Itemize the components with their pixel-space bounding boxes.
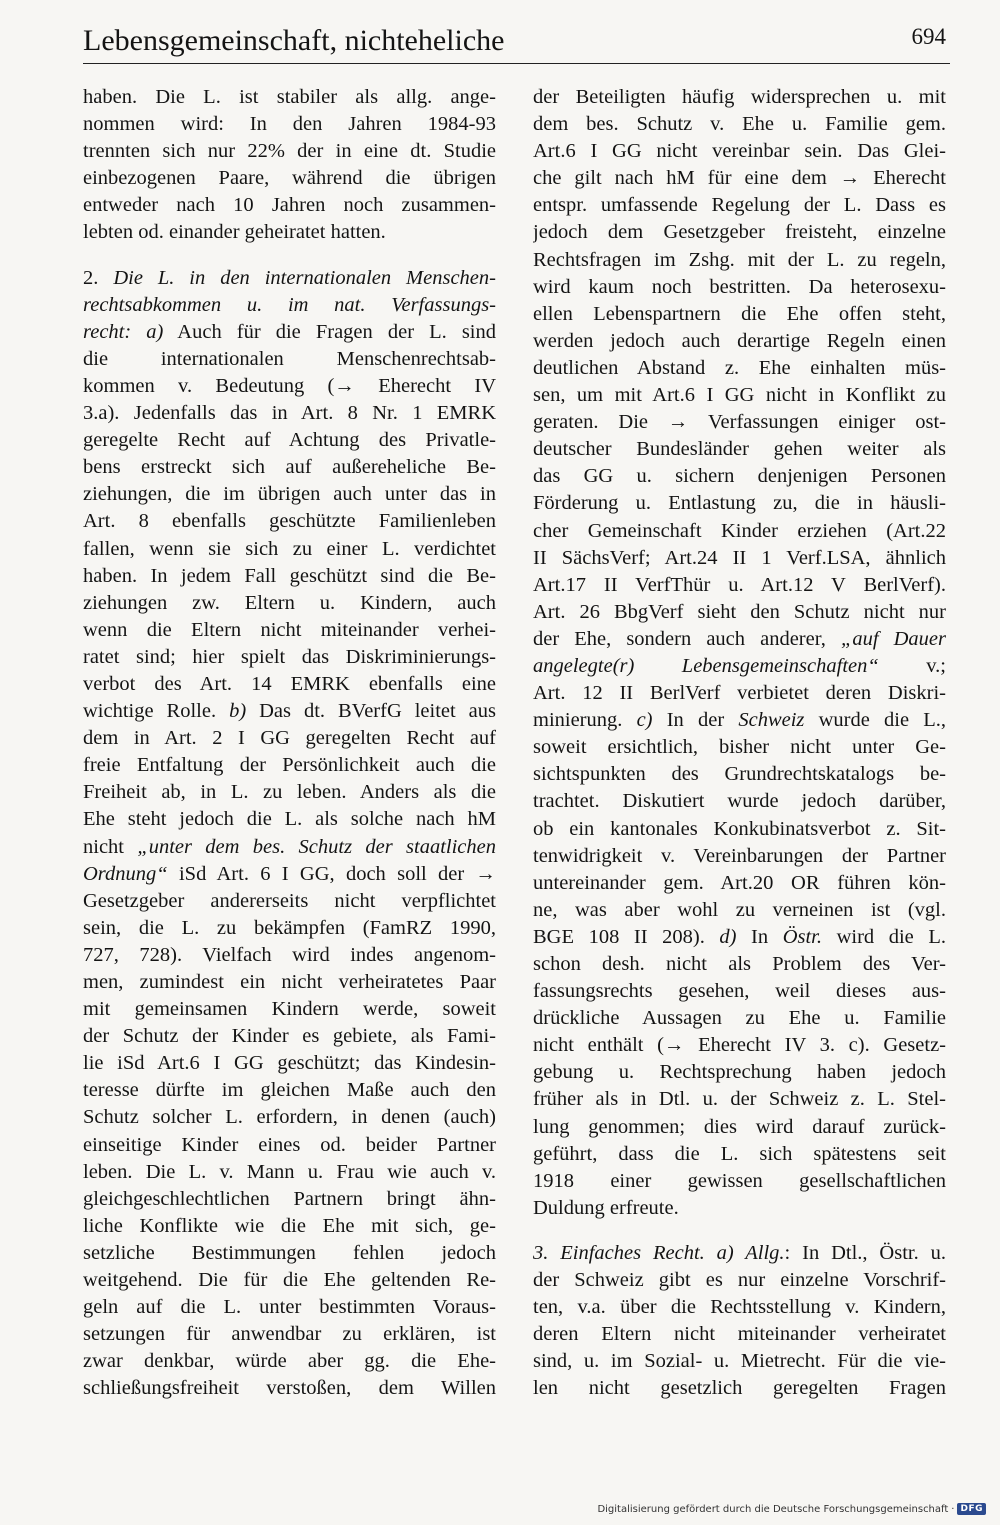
text-run: Duldung erfreute.	[533, 1196, 679, 1219]
italic-text: Ordnung“	[83, 862, 168, 885]
italic-text: 3. Einfaches Recht. a) Allg.	[533, 1241, 785, 1264]
text-run: In	[736, 925, 783, 948]
text-line	[83, 671, 496, 698]
text-line	[533, 518, 946, 545]
text-run: : In Dtl., Östr. u.	[784, 1241, 946, 1264]
text-line	[533, 626, 946, 653]
text-line	[83, 996, 496, 1023]
text-run: fallen, wenn sie sich zu einer L. verdichtet	[83, 537, 496, 560]
text-line	[83, 1375, 496, 1402]
text-run: wichtige Rolle.	[83, 700, 230, 723]
text-line	[533, 734, 946, 761]
text-run: bens erstreckt sich auf außereheliche Be-	[83, 456, 496, 479]
text-run: len nicht gesetzlich geregelten Fragen	[533, 1377, 946, 1400]
text-line	[533, 978, 946, 1005]
text-line	[533, 1141, 946, 1168]
text-line	[533, 192, 946, 219]
text-line	[83, 888, 496, 915]
text-run: gleichgeschlechtlichen Partnern bringt ähn-	[83, 1187, 496, 1210]
text-line	[533, 382, 946, 409]
italic-text: Die L. in den internationalen Menschen-	[113, 266, 496, 289]
italic-text: recht: a)	[83, 320, 164, 343]
text-line	[83, 942, 496, 969]
text-line	[533, 1375, 946, 1402]
text-run: ellen Lebenspartnern die Ehe offen steht,	[533, 302, 946, 325]
text-run: lie iSd Art.6 I GG geschützt; das Kindesin-	[83, 1052, 496, 1075]
text-line	[83, 1240, 496, 1267]
text-run: verbot des Art. 14 EMRK ebenfalls eine	[83, 672, 496, 695]
text-run: deren Eltern nicht miteinander verheiratet	[533, 1323, 946, 1346]
text-line	[83, 779, 496, 806]
text-run: haben. Die L. ist stabiler als allg. ange-	[83, 86, 496, 108]
text-line	[533, 870, 946, 897]
text-line	[533, 1059, 946, 1086]
text-line	[533, 328, 946, 355]
text-line	[83, 806, 496, 833]
text-run: sind, u. im Sozial- u. Mietrecht. Für die vie-	[533, 1350, 946, 1373]
text-line	[533, 572, 946, 599]
text-line	[83, 292, 496, 319]
text-run: wenn die Eltern nicht miteinander verhei-	[83, 618, 496, 641]
text-line	[83, 915, 496, 942]
italic-text: rechtsabkommen u. im nat. Verfassungs-	[83, 293, 496, 316]
text-line	[533, 653, 946, 680]
text-run: Rechtsfragen im Zshg. mit der L. zu regeln,	[533, 248, 946, 271]
text-run: nicht	[83, 835, 138, 858]
text-run: sen, um mit Art.6 I GG nicht in Konflikt zu	[533, 384, 946, 407]
text-run: ten, v.a. über die Rechtsstellung v. Kindern,	[533, 1296, 946, 1319]
text-run: setzungen für anwendbar zu erklären, ist	[83, 1323, 496, 1346]
text-line	[533, 951, 946, 978]
italic-text: „auf Dauer	[840, 627, 946, 650]
text-run: tenwidrigkeit v. Vereinbarungen der Partner	[533, 844, 946, 867]
text-run: trennten sich nur 22% der in eine dt. Studie	[83, 140, 496, 163]
text-run: sein, die L. zu bekämpfen (FamRZ 1990,	[83, 916, 496, 939]
text-line	[83, 725, 496, 752]
text-line	[533, 84, 946, 111]
text-line	[533, 436, 946, 463]
text-run: entweder nach 10 Jahren noch zusammen-	[83, 194, 496, 217]
text-line	[533, 924, 946, 951]
text-run: Das dt. BVerfG leitet aus	[246, 700, 496, 723]
text-line	[533, 111, 946, 138]
italic-text: „unter dem bes. Schutz der staatlichen	[137, 835, 496, 858]
text-run: der Ehe, sondern auch anderer,	[533, 627, 841, 650]
text-line	[83, 1348, 496, 1375]
text-run: iSd Art. 6 I GG, doch soll der →	[167, 862, 496, 885]
text-line	[533, 409, 946, 436]
text-run: jedoch dem Gesetzgeber freisteht, einzelne	[533, 221, 946, 244]
italic-text: Östr.	[782, 925, 823, 948]
text-run: soweit ersichtlich, bisher nicht unter Ge-	[533, 736, 946, 759]
text-run: Auch für die Fragen der L. sind	[163, 320, 496, 343]
text-run: schließungsfreiheit verstoßen, dem Willen	[83, 1377, 496, 1400]
text-line	[83, 1159, 496, 1186]
text-line	[533, 1032, 946, 1059]
text-line	[533, 1348, 946, 1375]
text-run: deutscher Bundesländer gehen weiter als	[533, 438, 946, 461]
text-run: dem bes. Schutz v. Ehe u. Familie gem.	[533, 113, 946, 136]
text-line	[533, 138, 946, 165]
text-run: fassungsrechts gesehen, weil dieses aus-	[533, 980, 946, 1003]
text-run: die internationalen Menschenrechtsab-	[83, 347, 496, 370]
text-run: weitgehend. Die für die Ehe geltenden Re-	[83, 1269, 496, 1292]
text-run: wird kaum noch bestritten. Da heterosexu-	[533, 275, 946, 298]
text-line	[83, 590, 496, 617]
text-run: Förderung u. Entlastung zu, die in häusli-	[533, 492, 946, 515]
text-line	[83, 1077, 496, 1104]
text-run: lung genommen; dies wird darauf zurück-	[533, 1115, 946, 1138]
text-run: ob ein kantonales Konkubinatsverbot z. Sit-	[533, 817, 946, 840]
text-run: mit gemeinsamen Kindern werde, soweit	[83, 998, 496, 1021]
text-line	[533, 1267, 946, 1294]
text-run: früher als in Dtl. u. der Schweiz z. L. Stel-	[533, 1088, 946, 1111]
text-run: cher Gemeinschaft Kinder erziehen (Art.22	[533, 519, 946, 542]
text-run: setzliche Bestimmungen fehlen jedoch	[83, 1241, 496, 1264]
text-line	[533, 490, 946, 517]
text-run: Ehe steht jedoch die L. als solche nach hM	[83, 808, 496, 831]
text-line	[533, 1294, 946, 1321]
text-run: gebung u. Rechtsprechung haben jedoch	[533, 1061, 946, 1084]
text-line	[533, 1114, 946, 1141]
text-run: freie Entfaltung der Persönlichkeit auch die	[83, 754, 496, 777]
page-header	[83, 18, 950, 68]
text-run: der Schweiz gibt es nur einzelne Vorschrif-	[533, 1269, 946, 1292]
text-run: schon desh. nicht als Problem des Ver-	[533, 953, 946, 975]
italic-text: c)	[636, 709, 653, 732]
text-line	[83, 698, 496, 725]
text-line	[533, 1086, 946, 1113]
text-line	[533, 843, 946, 870]
text-line	[83, 644, 496, 671]
text-run: che gilt nach hM für eine dem → Eherecht	[533, 167, 946, 190]
left-text-column	[83, 84, 496, 1403]
text-run: II SächsVerf; Art.24 II 1 Verf.LSA, ähnlich	[533, 546, 946, 569]
text-run: leben. Die L. v. Mann u. Frau wie auch v.	[83, 1160, 496, 1183]
text-line	[533, 599, 946, 626]
text-line	[83, 319, 496, 346]
text-run: Art.6 I GG nicht vereinbar sein. Das Glei-	[533, 140, 946, 163]
text-run: liche Konflikte wie die Ehe mit sich, ge-	[83, 1214, 496, 1237]
text-line	[533, 1005, 946, 1032]
text-run: ziehungen zw. Eltern u. Kindern, auch	[83, 591, 496, 614]
italic-text: b)	[229, 700, 247, 723]
text-line	[533, 247, 946, 274]
text-run: Schutz solcher L. erfordern, in denen (auch)	[83, 1106, 496, 1129]
running-head-title: Lebensgemeinschaft, nichteheliche	[83, 24, 505, 57]
text-run: BGE 108 II 208).	[533, 925, 720, 948]
text-line	[83, 265, 496, 292]
text-run: werden jedoch auch derartige Regeln einen	[533, 329, 946, 352]
text-run: haben. In jedem Fall geschützt sind die Be-	[83, 564, 496, 587]
text-run: lebten od. einander geheiratet hatten.	[83, 221, 386, 244]
text-line	[533, 761, 946, 788]
text-line	[533, 463, 946, 490]
text-run: In der	[652, 709, 739, 732]
italic-text: Schweiz	[738, 709, 805, 732]
text-line	[83, 1213, 496, 1240]
text-run: nommen wird: In den Jahren 1984-93	[83, 113, 496, 136]
text-run: 2.	[83, 266, 114, 289]
text-run: minierung.	[533, 709, 637, 732]
text-line	[533, 355, 946, 382]
text-run: geführt, dass die L. sich spätestens seit	[533, 1142, 946, 1165]
text-run: trachtet. Diskutiert wurde jedoch darüber,	[533, 790, 946, 813]
text-run: Art. 26 BbgVerf sieht den Schutz nicht nur	[533, 600, 946, 623]
text-run: ne, was aber wohl zu verneinen ist (vgl.	[533, 898, 946, 921]
paragraph-gap	[533, 1222, 946, 1240]
text-run: ziehungen, die im übrigen auch unter das in	[83, 483, 496, 506]
text-line	[533, 219, 946, 246]
text-run: teresse dürfte im gleichen Maße auch den	[83, 1079, 496, 1102]
text-line	[83, 427, 496, 454]
text-run: Art.17 II VerfThür u. Art.12 V BerlVerf).	[533, 573, 946, 596]
text-line	[533, 816, 946, 843]
page-number: 694	[911, 24, 946, 49]
text-line	[83, 1294, 496, 1321]
text-line	[83, 969, 496, 996]
text-run: 1918 einer gewissen gesellschaftlichen	[533, 1169, 946, 1192]
text-line	[533, 165, 946, 192]
text-run: 3.a). Jedenfalls das in Art. 8 Nr. 1 EMRK	[83, 402, 496, 425]
text-line	[83, 1104, 496, 1131]
text-line	[533, 1168, 946, 1195]
text-line	[533, 680, 946, 707]
text-line	[83, 1023, 496, 1050]
text-line	[83, 752, 496, 779]
text-run: einbezogenen Paare, während die übrigen	[83, 167, 496, 190]
text-line	[83, 346, 496, 373]
text-run: Art. 12 II BerlVerf verbietet deren Diskri-	[533, 682, 946, 705]
text-run: zwar denkbar, würde aber gg. die Ehe-	[83, 1350, 496, 1373]
text-line	[533, 545, 946, 572]
text-run: geraten. Die → Verfassungen einiger ost-	[533, 411, 946, 434]
text-run: ratet sind; hier spielt das Diskriminierungs-	[83, 645, 496, 668]
text-line	[533, 274, 946, 301]
text-line	[83, 165, 496, 192]
text-run: dem in Art. 2 I GG geregelten Recht auf	[83, 727, 496, 750]
text-run: der Beteiligten häufig widersprechen u. mit	[533, 86, 946, 108]
text-run: geln auf die L. unter bestimmten Voraus-	[83, 1296, 496, 1319]
text-run: einseitige Kinder eines od. beider Partner	[83, 1133, 496, 1156]
text-run: wurde die L.,	[804, 709, 946, 732]
text-line	[83, 454, 496, 481]
text-line	[83, 84, 496, 111]
text-line	[83, 373, 496, 400]
text-line	[533, 301, 946, 328]
text-run: Art. 8 ebenfalls geschützte Familienleben	[83, 510, 496, 533]
text-run: deutlichen Abstand z. Ehe einhalten müs-	[533, 356, 946, 379]
text-line	[83, 481, 496, 508]
text-line	[533, 1240, 946, 1267]
text-run: nicht enthält (→ Eherecht IV 3. c). Gesetz-	[533, 1034, 946, 1057]
text-line	[533, 1321, 946, 1348]
text-run: geregelte Recht auf Achtung des Privatle-	[83, 429, 496, 452]
text-line	[83, 508, 496, 535]
text-line	[83, 834, 496, 861]
text-run: men, zumindest ein nicht verheiratetes Paar	[83, 971, 496, 993]
right-text-column	[533, 84, 946, 1403]
text-line	[533, 788, 946, 815]
text-line	[83, 1321, 496, 1348]
text-line	[83, 617, 496, 644]
text-line	[83, 1132, 496, 1159]
footer-credit: Digitalisierung gefördert durch die Deutsche Forschungsgemeinschaft · DFG	[597, 1503, 986, 1515]
text-line	[83, 111, 496, 138]
text-line	[83, 1267, 496, 1294]
text-run: Gesetzgeber andererseits nicht verpflichtet	[83, 889, 496, 912]
text-line	[533, 897, 946, 924]
italic-text: angelegte(r) Lebensgemeinschaften“	[533, 654, 879, 677]
text-line	[533, 1195, 946, 1222]
text-run: wird die L.	[822, 925, 946, 948]
text-run: sichtspunkten des Grundrechtskatalogs be-	[533, 763, 946, 786]
text-run: das GG u. sichern denjenigen Personen	[533, 465, 946, 488]
text-run: v.;	[878, 654, 946, 677]
dfg-logo: DFG	[957, 1503, 986, 1515]
footer-credit-text: Digitalisierung gefördert durch die Deutsche Forschungsgemeinschaft	[597, 1503, 949, 1515]
header-rule	[83, 63, 950, 64]
text-run: kommen v. Bedeutung (→ Eherecht IV	[83, 374, 496, 397]
text-line	[83, 138, 496, 165]
text-run: untereinander gem. Art.20 OR führen kön-	[533, 871, 946, 894]
text-run: der Schutz der Kinder es gebiete, als Fami-	[83, 1025, 496, 1048]
text-run: Freiheit ab, in L. zu leben. Anders als die	[83, 781, 496, 804]
paragraph-gap	[83, 247, 496, 265]
text-line	[83, 861, 496, 888]
text-run: 727, 728). Vielfach wird indes angenom-	[83, 943, 496, 966]
text-line	[83, 1050, 496, 1077]
text-line	[83, 1186, 496, 1213]
text-run: entspr. umfassende Regelung der L. Dass es	[533, 194, 946, 217]
text-line	[533, 707, 946, 734]
text-line	[83, 219, 496, 246]
text-line	[83, 192, 496, 219]
text-line	[83, 536, 496, 563]
text-run: drückliche Aussagen zu Ehe u. Familie	[533, 1007, 946, 1030]
italic-text: d)	[719, 925, 737, 948]
text-line	[83, 563, 496, 590]
text-line	[83, 400, 496, 427]
